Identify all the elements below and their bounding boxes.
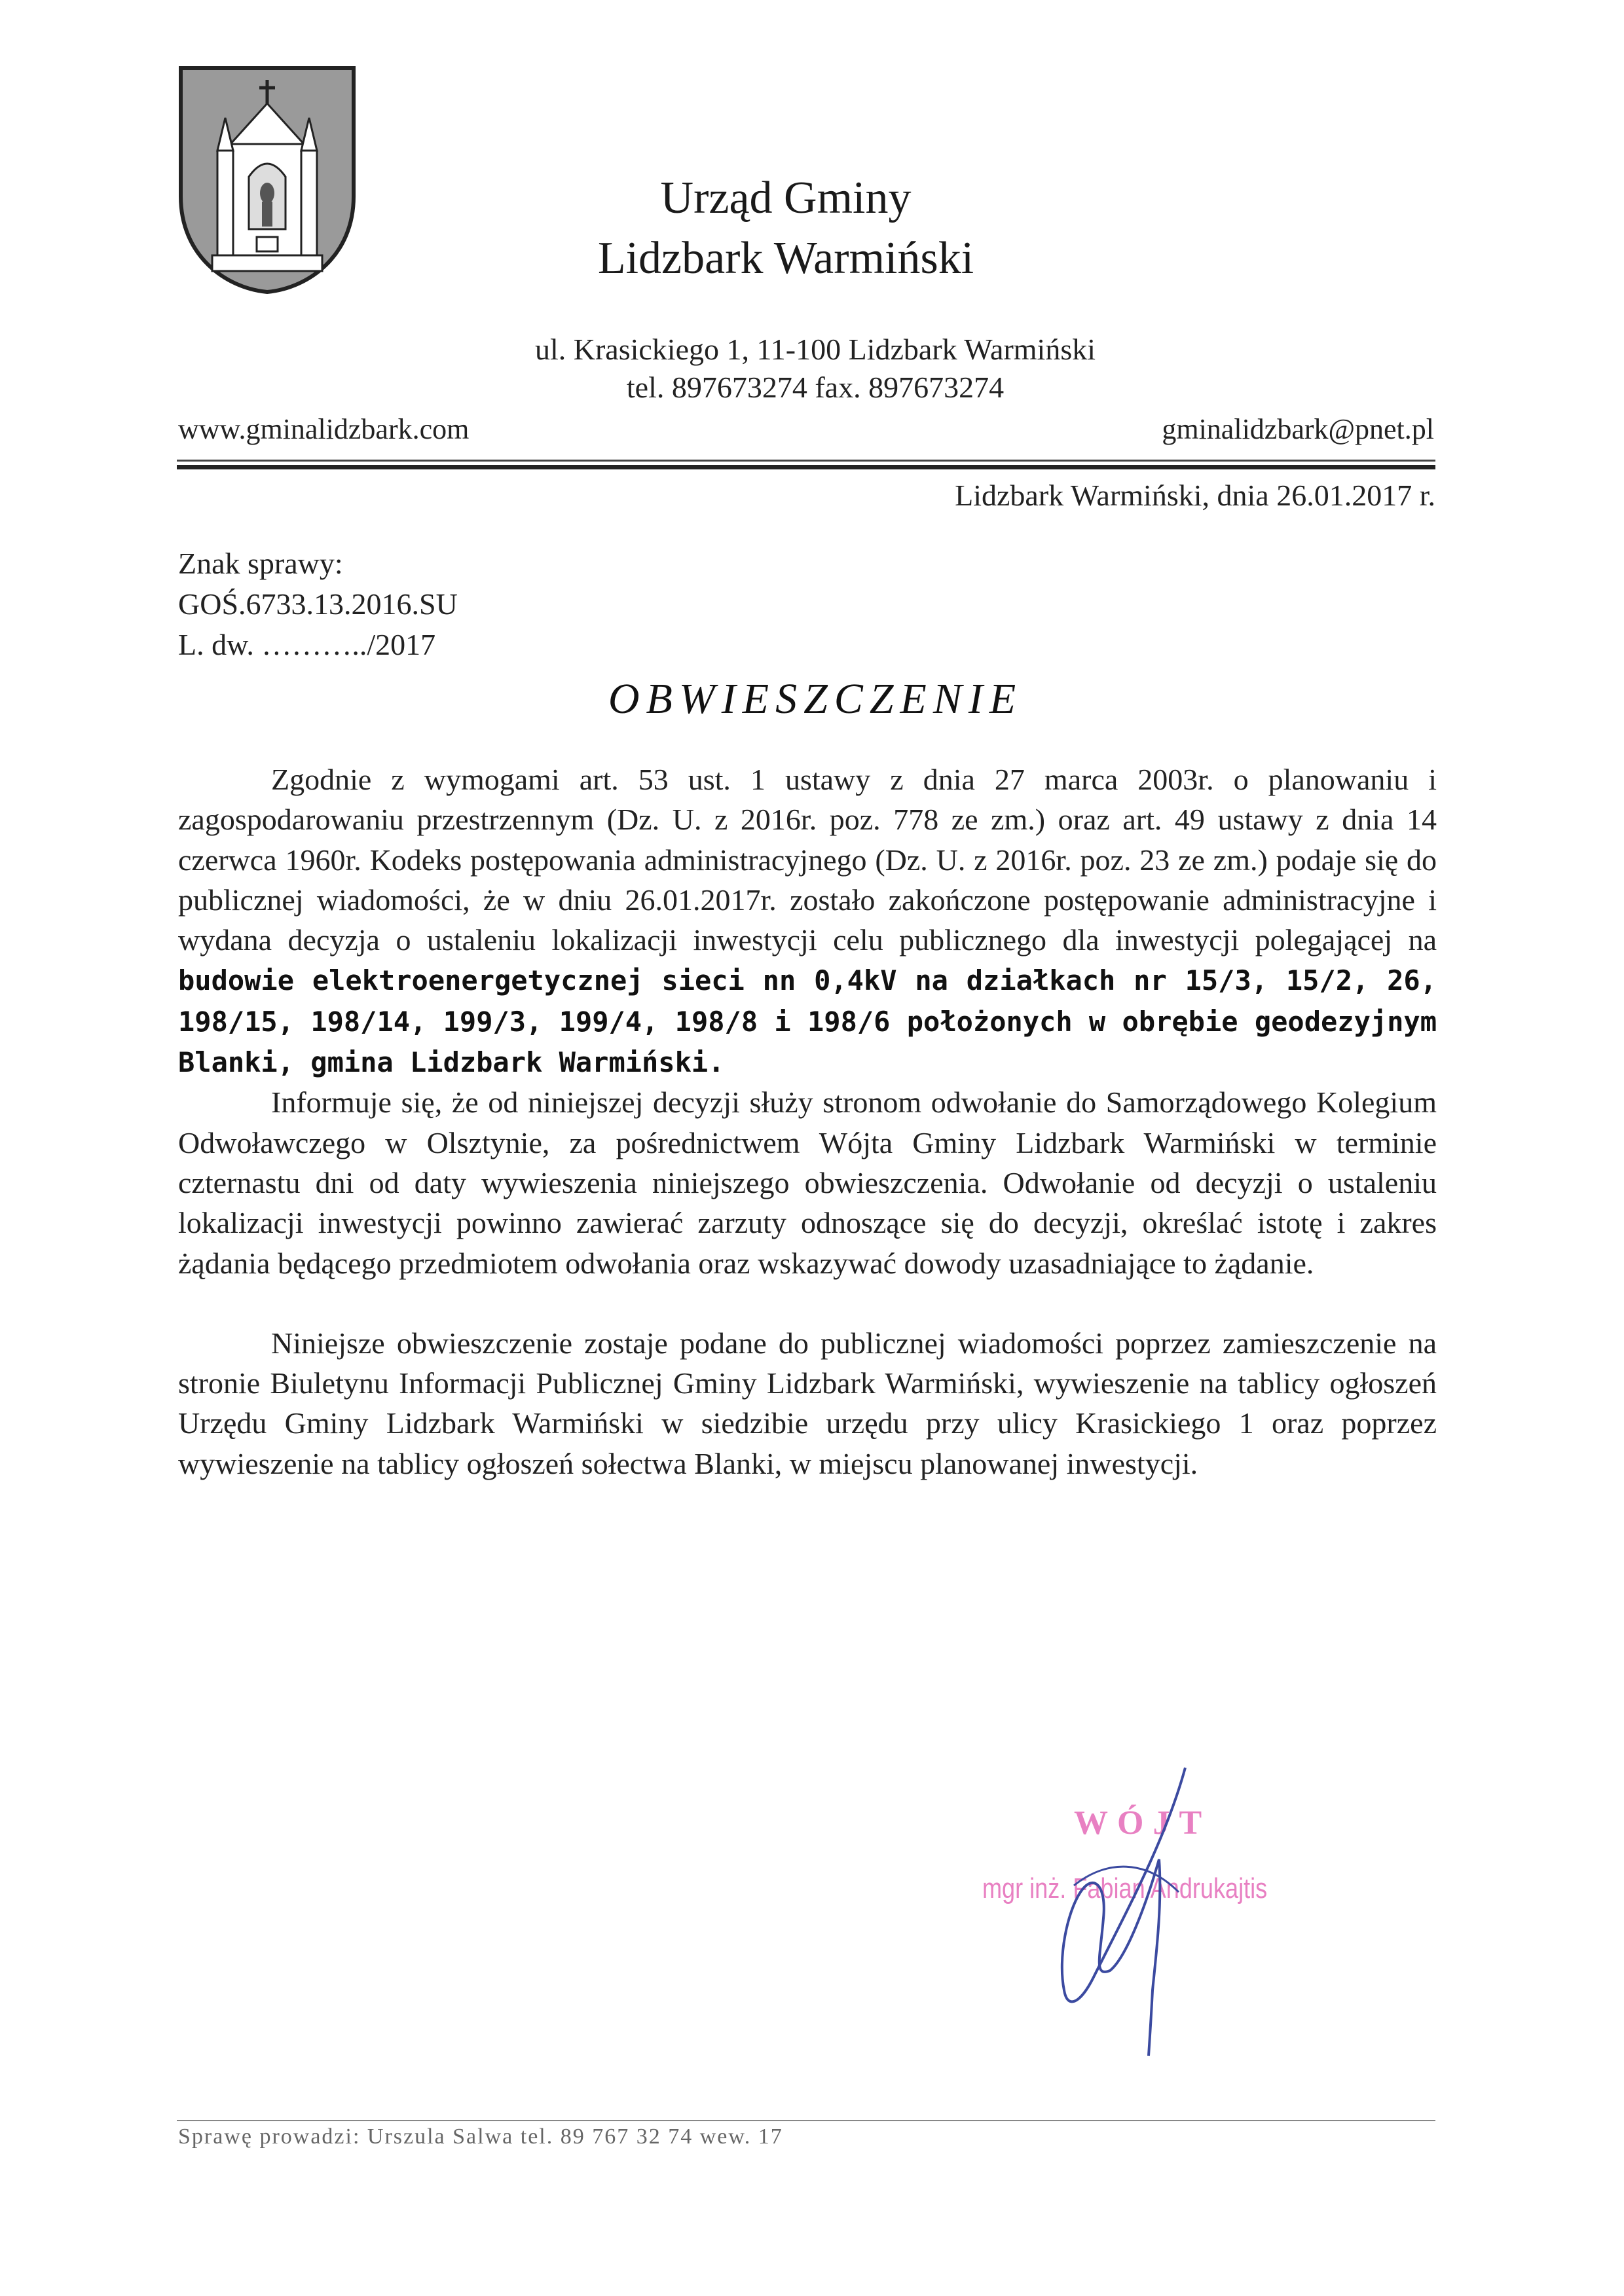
date-line: Lidzbark Warmiński, dnia 26.01.2017 r. — [955, 479, 1435, 512]
footer-contact: Sprawę prowadzi: Urszula Salwa tel. 89 767 32 74 wew. 17 — [178, 2124, 783, 2149]
paragraph-3: Niniejsze obwieszczenie zostaje podane do publicznej wiadomości poprzez zamieszczenie na stronie Biuletynu Informacji Publicznej Gminy Lidzbark Warmiński, wywieszenie na tablicy ogłoszeń Urzędu Gminy Lidzbark Warmiński w siedzibie urzędu przy ulicy Krasickiego 1 oraz poprzez wywieszenie na tablicy ogłoszeń sołectwa Blanki, w miejscu planowanej inwestycji. — [178, 1326, 1437, 1480]
footer-divider — [177, 2120, 1435, 2121]
office-name-line2: Lidzbark Warmiński — [597, 233, 974, 283]
paragraph-1 — [178, 759, 1437, 1082]
case-number: GOŚ.6733.13.2016.SU — [178, 587, 458, 621]
document-title: OBWIESZCZENIE — [608, 675, 1023, 723]
paragraph-2: Informuje się, że od niniejszej decyzji służy stronom odwołanie do Samorządowego Kolegium Odwoławczego w Olsztynie, za pośrednictwem Wójta Gminy Lidzbark Warmiński w terminie czternastu dni od daty wywieszenia niniejszego obwieszczenia. Odwołanie od decyzji o ustaleniu lokalizacji inwestycji powinno zawierać zarzuty odnoszące się do decyzji, określać istotę i zakres żądania będącego przedmiotem odwołania oraz wskazywać dowody uzasadniające to żądanie. — [178, 1085, 1437, 1280]
paragraph-1-text: Zgodnie z wymogami art. 53 ust. 1 ustawy z dnia 27 marca 2003r. o planowaniu i zagospodarowaniu przestrzennym (Dz. U. z 2016r. poz. 778 ze zm.) oraz art. 49 ustawy z dnia 14 czerwca 1960r. Kodeks postępowania administracyjnego (Dz. U. z 2016r. poz. 23 ze zm.) podaje się do publicznej wiadomości, że w dniu 26.01.2017r. zostało zakończone postępowanie administracyjne i wydana decyzja o ustaleniu lokalizacji inwestycji celu publicznego dla inwestycji polegającej na — [178, 763, 1437, 957]
office-phone: tel. 897673274 fax. 897673274 — [626, 371, 1005, 404]
case-label: Znak sprawy: — [178, 547, 343, 580]
stamp-name: mgr inż. Fabian Andrukajtis — [982, 1872, 1268, 1904]
document-body — [178, 759, 1437, 1484]
header-divider-thin — [177, 460, 1435, 462]
office-name-line1: Urząd Gminy — [660, 173, 912, 223]
signature-icon — [995, 1761, 1257, 2062]
website-link[interactable]: www.gminalidzbark.com — [178, 413, 470, 445]
email-link[interactable]: gminalidzbark@pnet.pl — [1162, 413, 1434, 445]
case-journal: L. dw. ………../2017 — [178, 628, 436, 661]
coat-of-arms-chapel-icon — [178, 65, 356, 295]
header-divider-thick — [177, 465, 1435, 469]
paragraph-1-bold: budowie elektroenergetycznej sieci nn 0,4kV na działkach nr 15/3, 15/2, 26, 198/15, 198/14, 199/3, 199/4, 198/8 i 198/6 położonych w obrębie geodezyjnym Blanki, gmina Lidzbark Warmiński. — [178, 964, 1437, 1079]
stamp-title: WÓJT — [1074, 1804, 1211, 1842]
office-address: ul. Krasickiego 1, 11-100 Lidzbark Warmiński — [534, 333, 1096, 366]
